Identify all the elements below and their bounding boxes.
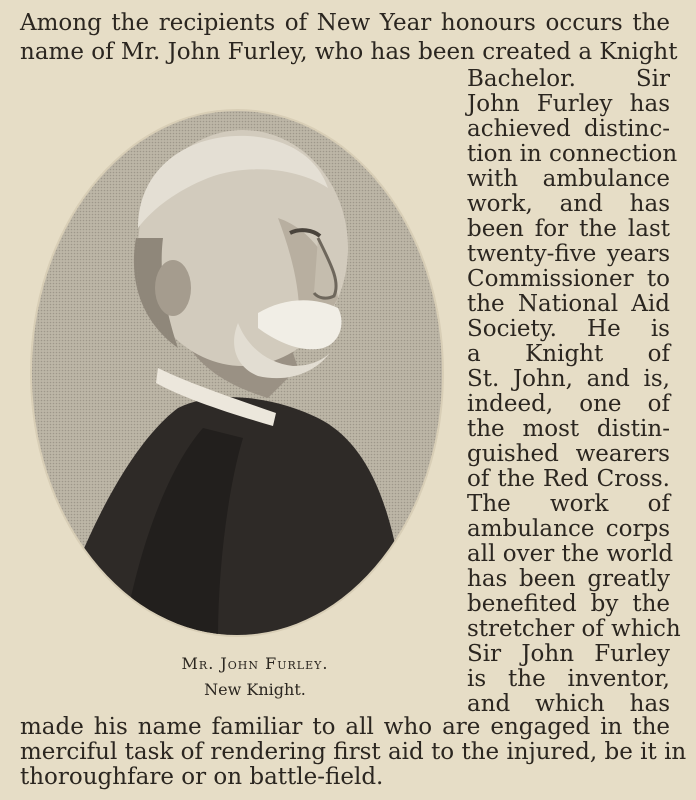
article-line: The work of [467,491,670,517]
article-line: twenty-five years [467,241,670,267]
article-line: all over the world [467,541,674,567]
article-line: thoroughfare or on battle-field. [20,764,384,790]
article-line: benefited by the [467,591,670,617]
article-line: of the Red Cross. [467,466,670,492]
article-line: and which has [467,691,670,717]
article-line: ambulance corps [467,516,670,542]
photo-caption-name: Mr. John Furley. [181,654,329,673]
article-line: Society. He is [467,316,670,342]
article-line: Commissioner to [467,266,670,292]
article-line: merciful task of rendering first aid to the injured, be it in [20,739,687,765]
article-line: Bachelor. Sir [467,66,670,92]
article-line: indeed, one of [467,391,670,417]
article-line: name of Mr. John Furley, who has been created a Knight [20,39,678,65]
article-line: John Furley has [467,91,670,117]
article-line: is the inventor, [467,666,670,692]
article-line: with ambulance [467,166,670,192]
article-line: a Knight of [467,341,670,367]
article-line: made his name familiar to all who are engaged in the [20,714,670,740]
photo-caption-subtitle: New Knight. [204,680,306,699]
article-line: St. John, and is, [467,366,670,392]
article-line: work, and has [467,191,670,217]
article-line: stretcher of which [467,616,681,642]
article-line: guished wearers [467,441,670,467]
article-line: achieved distinc- [467,116,670,142]
article-line: has been greatly [467,566,670,592]
article-line: the National Aid [467,291,670,317]
article-line: tion in connection [467,141,678,167]
article-line: Sir John Furley [467,641,670,667]
article-line: the most distin- [467,416,670,442]
article-line: Among the recipients of New Year honours occurs the [20,10,670,36]
article-line: been for the last [467,216,670,242]
portrait-photo [28,108,446,638]
